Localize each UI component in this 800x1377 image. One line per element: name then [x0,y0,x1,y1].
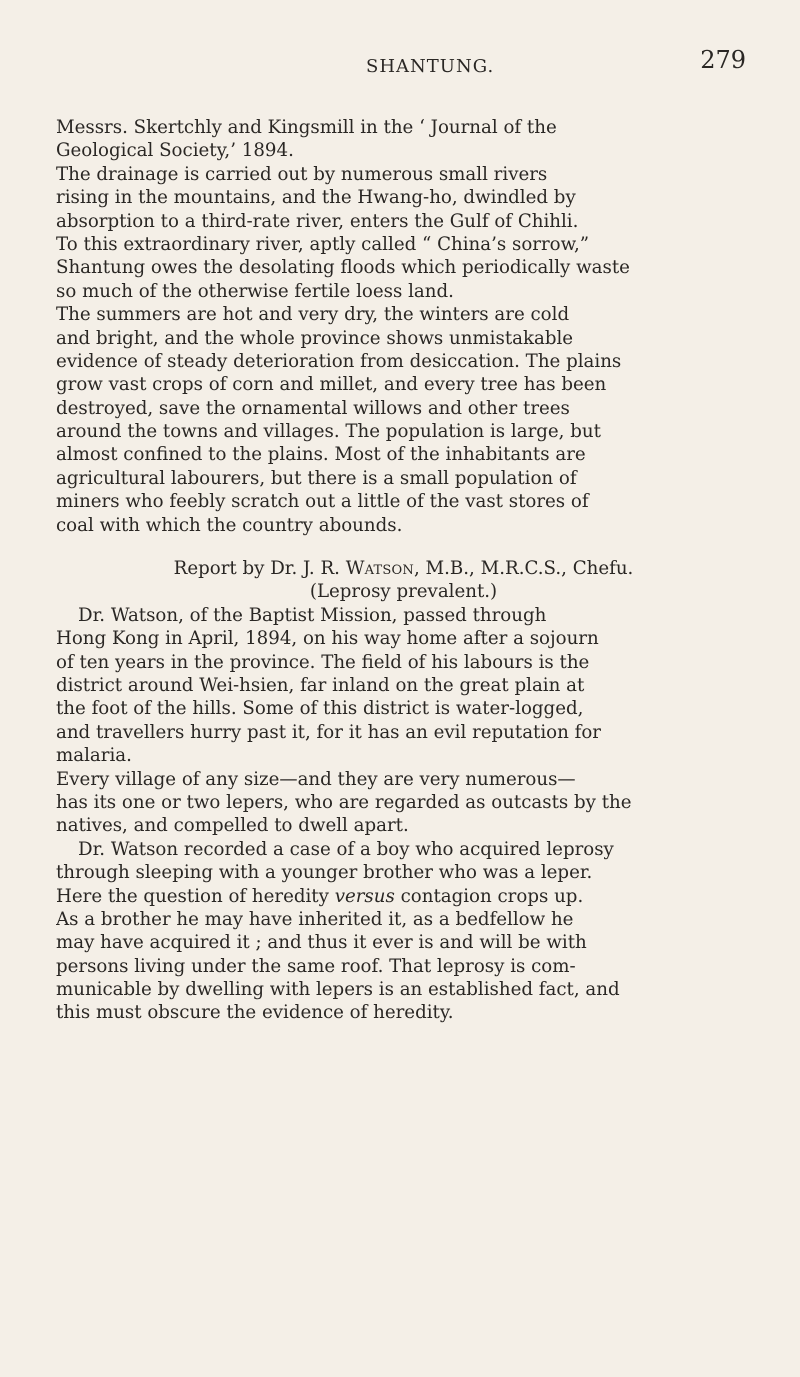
running-head: SHANTUNG. [366,56,495,77]
paragraph-climate [56,303,751,537]
text-line: Messrs. Skertchly and Kingsmill in the ‘ Journal of the [56,117,557,138]
text-line: this must obscure the evidence of heredity. [56,1002,454,1024]
paragraph-citation [56,116,751,163]
text-line: destroyed, save the ornamental willows and other trees [56,397,570,419]
text-line: Shantung owes the desolating floods which periodically waste [56,257,630,279]
text-line: persons living under the same roof. That leprosy is com- [56,955,576,977]
text-line: coal with which the country abounds. [56,514,403,536]
text-line: agricultural labourers, but there is a small population of [56,467,577,489]
text-line: As a brother he may have inherited it, as a bedfellow he [56,908,574,930]
paragraph-heredity [56,838,751,1025]
text-line: evidence of steady deterioration from desiccation. The plains [56,350,622,372]
text-line: around the towns and villages. The population is large, but [56,421,601,443]
text-line: Hong Kong in April, 1894, on his way home after a sojourn [56,628,599,650]
report-heading [56,557,751,580]
italic-term: versus [334,885,395,907]
text-line: To this extraordinary river, aptly called “ China’s sorrow,” [56,233,590,255]
text-line: Geological Society,’ 1894. [56,140,294,162]
text-line: almost confined to the plains. Most of the inhabitants are [56,444,586,466]
text-line: grow vast crops of corn and millet, and every tree has been [56,374,607,396]
paragraph-watson [56,604,751,768]
text-line: through sleeping with a younger brother who was a leper. [56,862,593,884]
text-line: natives, and compelled to dwell apart. [56,815,409,837]
text-line: municable by dwelling with lepers is an established fact, and [56,979,620,1001]
text-line: Every village of any size—and they are very numerous— [56,768,576,790]
text-line: The summers are hot and very dry, the winters are cold [56,304,570,326]
text-line: malaria. [56,745,132,767]
page-number: 279 [700,46,746,74]
text-line: may have acquired it ; and thus it ever is and will be with [56,932,587,954]
text-line: miners who feebly scratch out a little of the vast stores of [56,491,589,513]
report-prefix: Report by Dr. J. R. [173,558,346,580]
text-segment: Here the question of heredity [56,885,335,907]
paragraph-drainage [56,163,751,303]
text-line [56,885,751,908]
text-line: so much of the otherwise fertile loess land. [56,280,454,302]
text-line: Dr. Watson recorded a case of a boy who acquired leprosy [78,838,614,860]
text-line: and travellers hurry past it, for it has an evil reputation for [56,721,601,743]
text-segment: contagion crops up. [394,885,584,907]
report-subtitle: (Leprosy prevalent.) [309,581,498,603]
text-line: absorption to a third-rate river, enters the Gulf of Chihli. [56,210,579,232]
body-text [56,116,751,1025]
report-name: Watson [345,558,414,580]
text-line: Dr. Watson, of the Baptist Mission, passed through [78,604,547,626]
report-suffix: , M.B., M.R.C.S., Chefu. [413,558,634,580]
text-line: district around Wei-hsien, far inland on the great plain at [56,674,585,696]
page-header [56,46,746,86]
paragraph-lepers [56,768,751,838]
text-line: the foot of the hills. Some of this district is water-logged, [56,698,584,720]
text-line: The drainage is carried out by numerous small rivers [56,163,548,185]
text-line: rising in the mountains, and the Hwang-ho, dwindled by [56,187,576,209]
text-line: has its one or two lepers, who are regarded as outcasts by the [56,791,632,813]
text-line: of ten years in the province. The field of his labours is the [56,651,590,673]
text-line: and bright, and the whole province shows unmistakable [56,327,574,349]
section-gap [56,537,751,557]
